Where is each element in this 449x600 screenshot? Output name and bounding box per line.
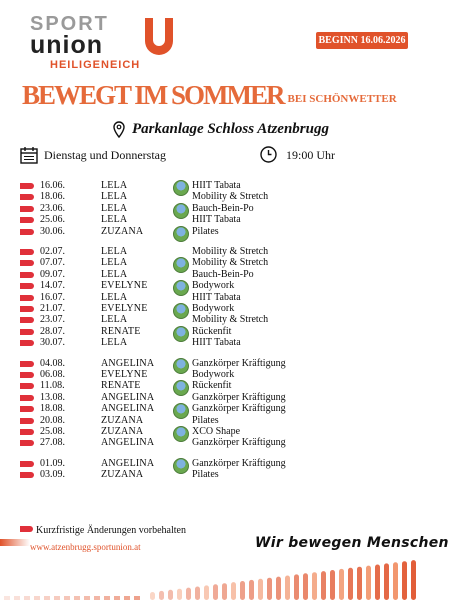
row-marker bbox=[20, 295, 34, 301]
row-marker bbox=[20, 194, 34, 200]
schedule-row bbox=[0, 392, 424, 404]
footer-stripe bbox=[258, 579, 263, 600]
footer-stripe bbox=[321, 571, 326, 600]
footer-stripe bbox=[150, 592, 155, 600]
footer-stripe bbox=[84, 596, 90, 600]
schedule-row bbox=[0, 358, 424, 370]
footer-stripe bbox=[74, 596, 80, 600]
row-marker bbox=[20, 395, 34, 401]
session-trainer: ANGELINA bbox=[101, 391, 155, 403]
row-marker bbox=[20, 206, 34, 212]
footer-stripe bbox=[94, 596, 100, 600]
session-date: 01.09. bbox=[40, 457, 65, 469]
start-date-badge: BEGINN 16.06.2026 bbox=[316, 32, 408, 49]
row-marker bbox=[20, 429, 34, 435]
row-marker bbox=[20, 249, 34, 255]
row-marker bbox=[20, 361, 34, 367]
footer-stripe bbox=[393, 562, 398, 600]
row-marker bbox=[20, 272, 34, 278]
footer-stripe bbox=[14, 596, 20, 600]
time-text: 19:00 Uhr bbox=[286, 148, 335, 162]
footer-stripe bbox=[276, 577, 281, 600]
session-date: 25.06. bbox=[40, 214, 65, 226]
session-date: 07.07. bbox=[40, 257, 65, 269]
session-date: 16.06. bbox=[40, 180, 65, 191]
footer-stripes-decor bbox=[0, 560, 424, 600]
footer-stripe bbox=[411, 560, 416, 600]
session-course: Pilates bbox=[192, 225, 219, 237]
session-date: 20.08. bbox=[40, 414, 65, 426]
footer-stripe bbox=[240, 581, 245, 600]
clock-icon bbox=[260, 146, 277, 163]
session-trainer: ZUZANA bbox=[101, 469, 144, 481]
footer-stripe bbox=[285, 576, 290, 600]
session-date: 27.08. bbox=[40, 437, 65, 449]
change-note bbox=[20, 525, 186, 536]
title-sub: BEI SCHÖNWETTER bbox=[287, 93, 397, 105]
row-marker bbox=[20, 461, 34, 467]
sportunion-logo bbox=[30, 14, 180, 72]
session-course: Rückenfit bbox=[192, 380, 232, 392]
footer-stripe bbox=[375, 565, 380, 600]
row-marker bbox=[20, 229, 34, 235]
footer-stripe bbox=[168, 590, 173, 600]
footer-stripe bbox=[114, 596, 120, 600]
session-date: 03.09. bbox=[40, 469, 65, 481]
footer-stripe bbox=[294, 574, 299, 600]
footer-stripe bbox=[402, 561, 407, 600]
session-date: 18.08. bbox=[40, 403, 65, 415]
footer-stripe bbox=[231, 582, 236, 600]
session-trainer: EVELYNE bbox=[101, 369, 148, 380]
session-course: Bauch-Bein-Po bbox=[192, 202, 254, 214]
page-title bbox=[22, 80, 422, 114]
note-marker bbox=[20, 526, 33, 532]
logo-u-icon bbox=[142, 16, 176, 58]
session-trainer: LELA bbox=[101, 257, 128, 269]
session-course: XCO Shape bbox=[192, 426, 241, 437]
footer-stripe bbox=[366, 566, 371, 600]
session-date: 02.07. bbox=[40, 246, 65, 257]
schedule-row bbox=[0, 437, 424, 449]
session-trainer: ZUZANA bbox=[101, 225, 144, 237]
session-course: Pilates bbox=[192, 414, 219, 426]
note-text: Kurzfristige Änderungen vorbehalten bbox=[36, 525, 186, 536]
session-trainer: ANGELINA bbox=[101, 437, 155, 449]
session-date: 21.07. bbox=[40, 303, 65, 314]
logo-union-text: union bbox=[30, 31, 104, 59]
footer-stripe bbox=[64, 596, 70, 600]
session-course: Bodywork bbox=[192, 369, 235, 380]
session-trainer: RENATE bbox=[101, 380, 141, 392]
schedule-row bbox=[0, 180, 424, 192]
footer-stripe bbox=[44, 596, 50, 600]
footer-stripe bbox=[186, 588, 191, 600]
row-marker bbox=[20, 340, 34, 346]
session-trainer: LELA bbox=[101, 246, 128, 257]
url-decor-bar bbox=[0, 539, 30, 546]
row-marker bbox=[20, 283, 34, 289]
session-date: 13.08. bbox=[40, 391, 65, 403]
footer-stripe bbox=[330, 570, 335, 600]
footer-stripe bbox=[222, 583, 227, 600]
course-schedule bbox=[0, 178, 424, 488]
row-marker bbox=[20, 472, 34, 478]
session-course: Ganzkörper Kräftigung bbox=[192, 357, 286, 369]
slogan: Wir bewegen Menschen bbox=[255, 535, 449, 551]
row-marker bbox=[20, 440, 34, 446]
schedule-row bbox=[0, 226, 424, 238]
session-date: 28.07. bbox=[40, 325, 65, 337]
session-course: Bodywork bbox=[192, 280, 235, 292]
schedule-row bbox=[0, 469, 424, 481]
footer-stripe bbox=[213, 584, 218, 600]
footer-stripe bbox=[4, 596, 10, 600]
session-trainer: LELA bbox=[101, 268, 128, 280]
calendar-icon bbox=[20, 146, 38, 164]
row-marker bbox=[20, 418, 34, 424]
footer-stripe bbox=[34, 596, 40, 600]
session-course: Bauch-Bein-Po bbox=[192, 268, 254, 280]
row-marker bbox=[20, 329, 34, 335]
schedule-row bbox=[0, 269, 424, 281]
logo-sport-text: SPORT bbox=[30, 13, 109, 35]
session-date: 09.07. bbox=[40, 268, 65, 280]
footer-stripe bbox=[357, 567, 362, 600]
schedule-row bbox=[0, 257, 424, 269]
schedule-row bbox=[0, 214, 424, 226]
session-date: 06.08. bbox=[40, 369, 65, 380]
location-text: Parkanlage Schloss Atzenbrugg bbox=[132, 121, 329, 137]
session-date: 16.07. bbox=[40, 291, 65, 303]
row-marker bbox=[20, 372, 34, 378]
schedule-row bbox=[0, 191, 424, 203]
session-course: Rückenfit bbox=[192, 325, 232, 337]
footer-stripe bbox=[348, 568, 353, 600]
schedule-row bbox=[0, 203, 424, 215]
session-course: HIIT Tabata bbox=[192, 291, 241, 303]
session-course: Ganzkörper Kräftigung bbox=[192, 391, 286, 403]
session-trainer: LELA bbox=[101, 214, 128, 226]
fitness-badge-icon bbox=[173, 226, 189, 242]
session-trainer: ANGELINA bbox=[101, 457, 155, 469]
weekdays-text: Dienstag und Donnerstag bbox=[44, 148, 166, 162]
schedule-row bbox=[0, 246, 424, 258]
footer-stripe bbox=[195, 587, 200, 600]
footer-stripe bbox=[249, 580, 254, 600]
schedule-row bbox=[0, 380, 424, 392]
session-trainer: LELA bbox=[101, 337, 128, 349]
session-date: 30.07. bbox=[40, 337, 65, 349]
session-trainer: RENATE bbox=[101, 325, 141, 337]
session-trainer: LELA bbox=[101, 202, 128, 214]
schedule-row bbox=[0, 403, 424, 415]
session-date: 04.08. bbox=[40, 357, 65, 369]
session-course: Mobility & Stretch bbox=[192, 314, 269, 326]
session-date: 23.06. bbox=[40, 202, 65, 214]
footer-stripe bbox=[204, 585, 209, 600]
session-trainer: LELA bbox=[101, 291, 128, 303]
row-marker bbox=[20, 383, 34, 389]
session-trainer: EVELYNE bbox=[101, 303, 148, 314]
session-trainer: ANGELINA bbox=[101, 357, 155, 369]
footer-stripe bbox=[177, 589, 182, 600]
session-date: 14.07. bbox=[40, 280, 65, 292]
location-pin-icon bbox=[113, 121, 125, 138]
session-course: Mobility & Stretch bbox=[192, 257, 269, 269]
website-link[interactable]: www.atzenbrugg.sportunion.at bbox=[30, 542, 141, 552]
session-date: 30.06. bbox=[40, 225, 65, 237]
row-marker bbox=[20, 317, 34, 323]
session-trainer: ANGELINA bbox=[101, 403, 155, 415]
session-course: Mobility & Stretch bbox=[192, 191, 269, 203]
footer-stripe bbox=[267, 578, 272, 600]
schedule-row bbox=[0, 458, 424, 470]
schedule-row bbox=[0, 314, 424, 326]
session-trainer: ZUZANA bbox=[101, 414, 144, 426]
session-course: Mobility & Stretch bbox=[192, 246, 269, 257]
footer-stripe bbox=[159, 591, 164, 600]
session-trainer: ZUZANA bbox=[101, 426, 144, 437]
session-course: HIIT Tabata bbox=[192, 337, 241, 349]
footer-stripe bbox=[312, 572, 317, 600]
location bbox=[132, 121, 329, 138]
schedule-row bbox=[0, 426, 424, 438]
footer-stripe bbox=[24, 596, 30, 600]
footer-stripe bbox=[134, 596, 140, 600]
session-date: 23.07. bbox=[40, 314, 65, 326]
schedule-row bbox=[0, 292, 424, 304]
session-course: Ganzkörper Kräftigung bbox=[192, 437, 286, 449]
logo-club-text: HEILIGENEICH bbox=[50, 59, 141, 71]
footer-stripe bbox=[104, 596, 110, 600]
schedule-row bbox=[0, 326, 424, 338]
row-marker bbox=[20, 183, 34, 189]
schedule-row bbox=[0, 337, 424, 349]
session-course: Ganzkörper Kräftigung bbox=[192, 457, 286, 469]
schedule-row bbox=[0, 369, 424, 381]
session-course: Pilates bbox=[192, 469, 219, 481]
session-date: 18.06. bbox=[40, 191, 65, 203]
title-main: BEWEGT IM SOMMER bbox=[22, 80, 284, 110]
footer-stripe bbox=[384, 563, 389, 600]
session-course: HIIT Tabata bbox=[192, 214, 241, 226]
session-course: HIIT Tabata bbox=[192, 180, 241, 191]
session-course: Ganzkörper Kräftigung bbox=[192, 403, 286, 415]
schedule-row bbox=[0, 303, 424, 315]
footer-stripe bbox=[303, 573, 308, 600]
session-trainer: LELA bbox=[101, 314, 128, 326]
row-marker bbox=[20, 406, 34, 412]
row-marker bbox=[20, 217, 34, 223]
session-trainer: LELA bbox=[101, 191, 128, 203]
footer-stripe bbox=[339, 569, 344, 600]
schedule-row bbox=[0, 280, 424, 292]
row-marker bbox=[20, 306, 34, 312]
session-date: 25.08. bbox=[40, 426, 65, 437]
session-trainer: LELA bbox=[101, 180, 128, 191]
schedule-row bbox=[0, 415, 424, 427]
session-trainer: EVELYNE bbox=[101, 280, 148, 292]
row-marker bbox=[20, 260, 34, 266]
footer-stripe bbox=[124, 596, 130, 600]
session-course: Bodywork bbox=[192, 303, 235, 314]
session-date: 11.08. bbox=[40, 380, 65, 392]
footer-stripe bbox=[54, 596, 60, 600]
